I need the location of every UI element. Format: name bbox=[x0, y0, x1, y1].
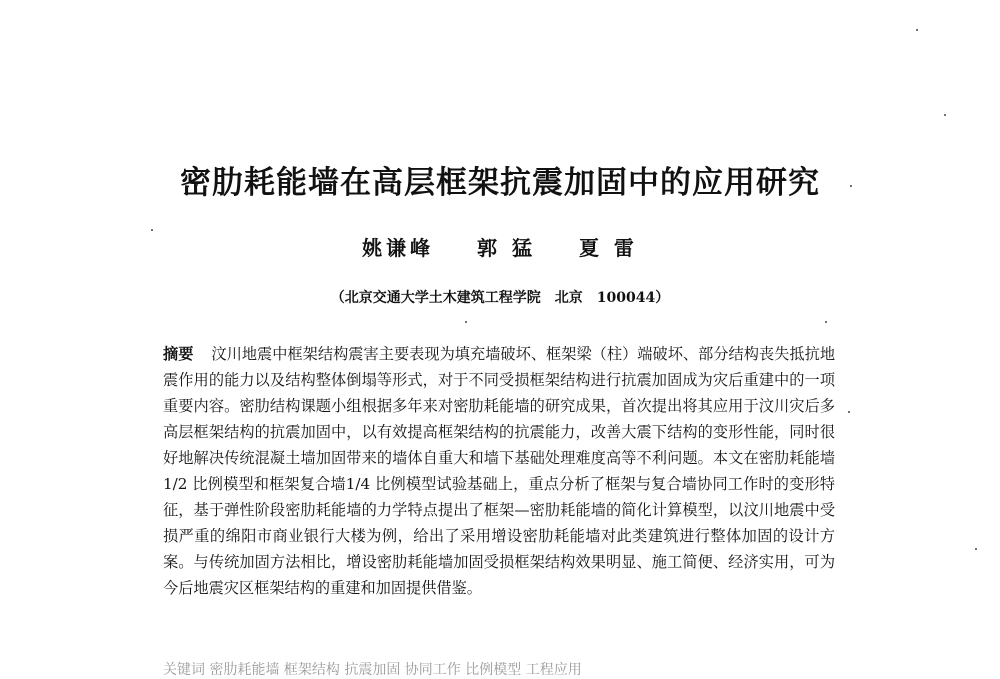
author-name: 郭 猛 bbox=[477, 236, 536, 260]
scan-speck bbox=[825, 321, 827, 323]
scan-speck bbox=[465, 321, 467, 323]
author-name: 夏 雷 bbox=[578, 236, 638, 260]
scan-speck bbox=[850, 185, 852, 187]
paper-title: 密肋耗能墙在高层框架抗震加固中的应用研究 bbox=[180, 165, 820, 201]
scan-speck bbox=[848, 411, 850, 413]
scan-speck bbox=[151, 229, 153, 231]
scan-speck bbox=[975, 548, 977, 550]
abstract bbox=[163, 341, 835, 601]
affiliation: （北京交通大学土木建筑工程学院 北京 100044） bbox=[330, 290, 670, 306]
scan-speck bbox=[944, 114, 946, 116]
author-name: 姚谦峰 bbox=[362, 236, 435, 260]
abstract-label: 摘要 bbox=[163, 345, 194, 363]
abstract-text: 汶川地震中框架结构震害主要表现为填充墙破坏、框架梁（柱）端破坏、部分结构丧失抵抗地震作用的能力以及结构整体倒塌等形式，对于不同受损框架结构进行抗震加固成为灾后重建中的一项重要内容。密肋结构课题小组根据多年来对密肋耗能墙的研究成果，首次提出将其应用于汶川灾后多高层框架结构的抗震加固中，以有效提高框架结构的抗震能力，改善大震下结构的变形性能，同时很好地解决传统混凝土墙加固带来的墙体自重大和墙下基础处理难度高等不利问题。本文在密肋耗能墙1/2 比例模型和框架复合墙1/4 比例模型试验基础上，重点分析了框架与复合墙协同工作时的变形特征，基于弹性阶段密肋耗能墙的力学特点提出了框架—密肋耗能墙的简化计算模型，以汶川地震中受损严重的绵阳市商业银行大楼为例，给出了采用增设密肋耗能墙对此类建筑进行整体加固的设计方案。与传统加固方法相比，增设密肋耗能墙加固受损框架结构效果明显、施工简便、经济实用，可为今后地震灾区框架结构的重建和加固提供借鉴。 bbox=[163, 345, 836, 597]
scan-speck bbox=[916, 29, 918, 31]
author-list bbox=[0, 232, 1000, 261]
keywords-partial: 关键词 密肋耗能墙 框架结构 抗震加固 协同工作 比例模型 工程应用 bbox=[163, 662, 582, 678]
